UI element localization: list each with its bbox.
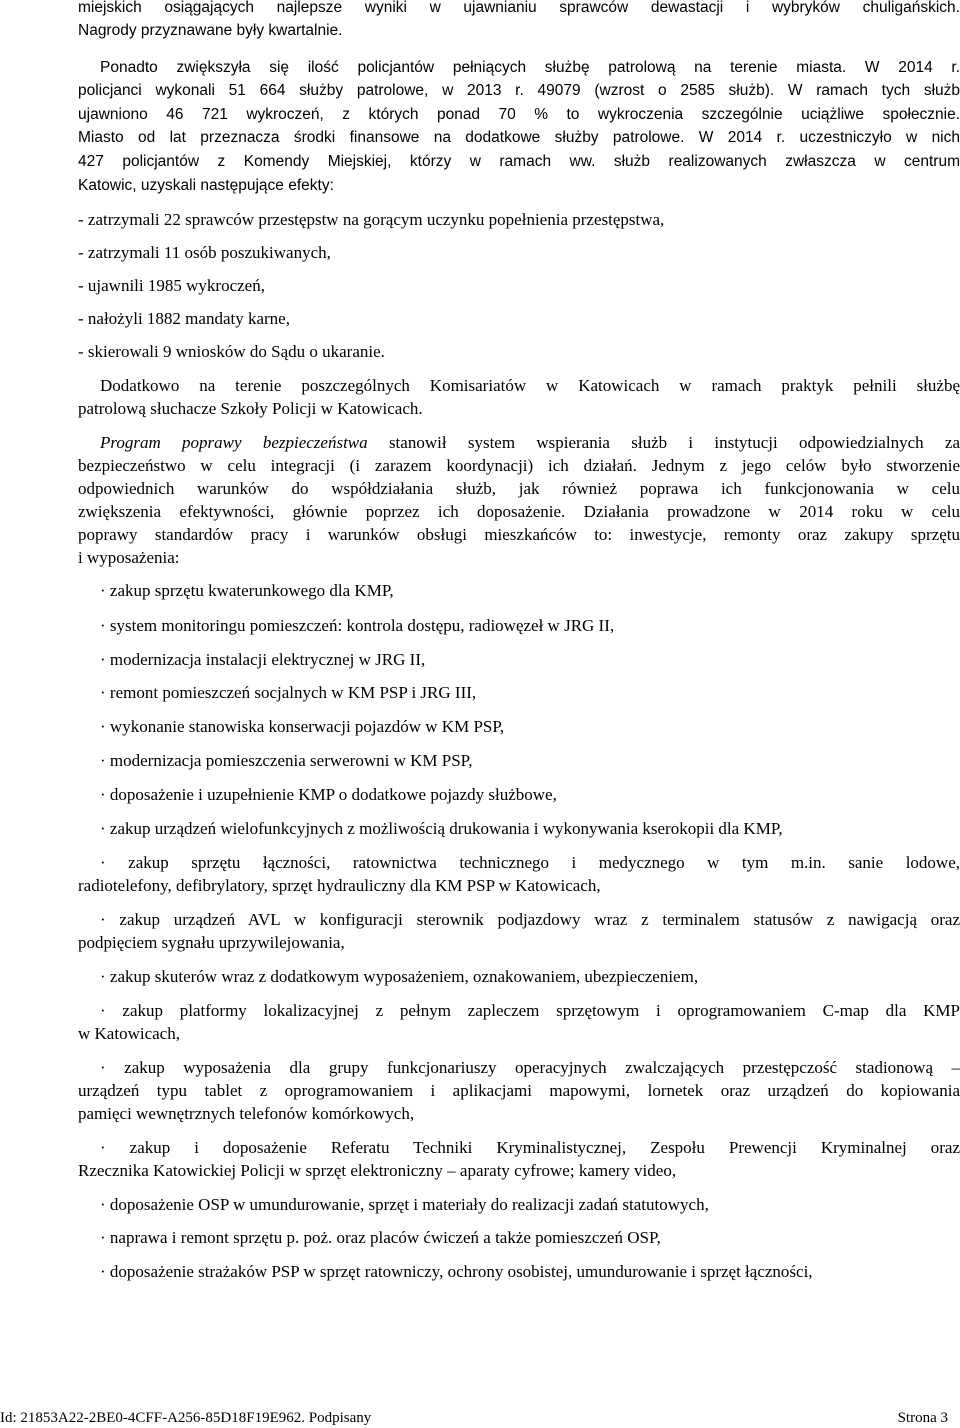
list-item: · zakup wyposażenia dla grupy funkcjonariuszy operacyjnych zwalczających przestępczość stadionową – [100, 1058, 960, 1077]
list-item: · doposażenie strażaków PSP w sprzęt ratowniczy, ochrony osobistej, umundurowanie i sprzęt łączności, [100, 1262, 813, 1281]
text-line: Katowic, uzyskali następujące efekty: [78, 177, 334, 194]
text-line: Nagrody przyznawane były kwartalnie. [78, 22, 343, 39]
list-item: · modernizacja pomieszczenia serwerowni w KM PSP, [100, 751, 473, 770]
result-item: - nałożyli 1882 mandaty karne, [78, 309, 290, 328]
list-item-cont: radiotelefony, defibrylatory, sprzęt hydrauliczny dla KM PSP w Katowicach, [78, 876, 601, 895]
text-line: 427 policjantów z Komendy Miejskiej, którzy w ramach ww. służb realizowanych zwłaszcza w centrum [78, 153, 960, 170]
text-line: poprawy standardów pracy i warunków obsługi mieszkańców to: inwestycje, remonty oraz zakupy sprzętu [78, 525, 960, 544]
text-line: odpowiednich warunków do współdziałania służb, jak również poprawa ich funkcjonowania w celu [78, 479, 960, 498]
result-item: - skierowali 9 wniosków do Sądu o ukaranie. [78, 342, 385, 361]
result-item: - ujawnili 1985 wykroczeń, [78, 276, 265, 295]
text-line: zwiększenia efektywności, głównie poprzez ich doposażenie. Działania prowadzone w 2014 roku w celu [78, 502, 960, 521]
text-line: i wyposażenia: [78, 548, 180, 567]
result-item: - zatrzymali 11 osób poszukiwanych, [78, 243, 331, 262]
page-number: Strona 3 [897, 1410, 948, 1426]
list-item: · doposażenie i uzupełnienie KMP o dodatkowe pojazdy służbowe, [100, 785, 557, 804]
list-item: · doposażenie OSP w umundurowanie, sprzęt i materiały do realizacji zadań statutowych, [100, 1195, 709, 1214]
text-line: Program poprawy bezpieczeństwa stanowił system wspierania służb i instytucji odpowiedzialnych za [100, 433, 960, 452]
list-item: · system monitoringu pomieszczeń: kontrola dostępu, radiowęzeł w JRG II, [100, 616, 615, 635]
list-item-cont: pamięci wewnętrznych telefonów komórkowych, [78, 1104, 415, 1123]
text-line: Dodatkowo na terenie poszczególnych Komisariatów w Katowicach w ramach praktyk pełnili służbę [100, 376, 960, 395]
text-line: Miasto od lat przeznacza środki finansowe na dodatkowe służby patrolowe. W 2014 r. uczestniczyło w nich [78, 129, 960, 146]
list-item: · zakup sprzętu kwaterunkowego dla KMP, [100, 581, 394, 600]
list-item: · remont pomieszczeń socjalnych w KM PSP i JRG III, [100, 683, 477, 702]
list-item: · zakup skuterów wraz z dodatkowym wyposażeniem, oznakowaniem, ubezpieczeniem, [100, 967, 699, 986]
text-line: bezpieczeństwo w celu integracji (i zarazem koordynacji) ich działań. Jednym z jego celów było stworzenie [78, 456, 960, 475]
list-item: · zakup i doposażenie Referatu Techniki Kryminalistycznej, Zespołu Prewencji Kryminalnej oraz [100, 1138, 960, 1157]
text-line: ujawniono 46 721 wykroczeń, z których ponad 70 % to wykroczenia szczególnie uciążliwe społecznie. [78, 106, 960, 123]
list-item-cont: urządzeń typu tablet z oprogramowaniem i aplikacjami mapowymi, lornetek oraz urządzeń do kopiowania [78, 1081, 960, 1100]
list-item: · zakup platformy lokalizacyjnej z pełnym zapleczem sprzętowym i oprogramowaniem C-map dla KMP [100, 1001, 960, 1020]
program-title: Program poprawy bezpieczeństwa [100, 433, 368, 452]
list-item-cont: Rzecznika Katowickiej Policji w sprzęt elektroniczny – aparaty cyfrowe; kamery video, [78, 1161, 677, 1180]
text-line: patrolową słuchacze Szkoły Policji w Katowicach. [78, 399, 423, 418]
document-id: Id: 21853A22-2BE0-4CFF-A256-85D18F19E962. Podpisany [0, 1410, 372, 1426]
list-item: · zakup sprzętu łączności, ratownictwa technicznego i medycznego w tym m.in. sanie lodowe, [100, 853, 960, 872]
result-item: - zatrzymali 22 sprawców przestępstw na gorącym uczynku popełnienia przestępstwa, [78, 210, 665, 229]
list-item: · modernizacja instalacji elektrycznej w JRG II, [100, 650, 426, 669]
list-item: · zakup urządzeń AVL w konfiguracji sterownik podjazdowy wraz z terminalem statusów z nawigacją oraz [100, 910, 960, 929]
list-item: · zakup urządzeń wielofunkcyjnych z możliwością drukowania i wykonywania kserokopii dla KMP, [100, 819, 783, 838]
text-line: Ponadto zwiększyła się ilość policjantów pełniących służbę patrolową na terenie miasta. W 2014 r. [100, 59, 960, 76]
text-line: miejskich osiągających najlepsze wyniki w ujawnianiu sprawców dewastacji i wybryków chuligańskich. [78, 0, 960, 16]
list-item-cont: podpięciem sygnału uprzywilejowania, [78, 933, 345, 952]
list-item: · naprawa i remont sprzętu p. poż. oraz placów ćwiczeń a także pomieszczeń OSP, [100, 1228, 661, 1247]
list-item-cont: w Katowicach, [78, 1024, 180, 1043]
text-line: policjanci wykonali 51 664 służby patrolowe, w 2013 r. 49079 (wzrost o 2585 służb). W ramach tych służb [78, 82, 960, 99]
list-item: · wykonanie stanowiska konserwacji pojazdów w KM PSP, [100, 717, 505, 736]
